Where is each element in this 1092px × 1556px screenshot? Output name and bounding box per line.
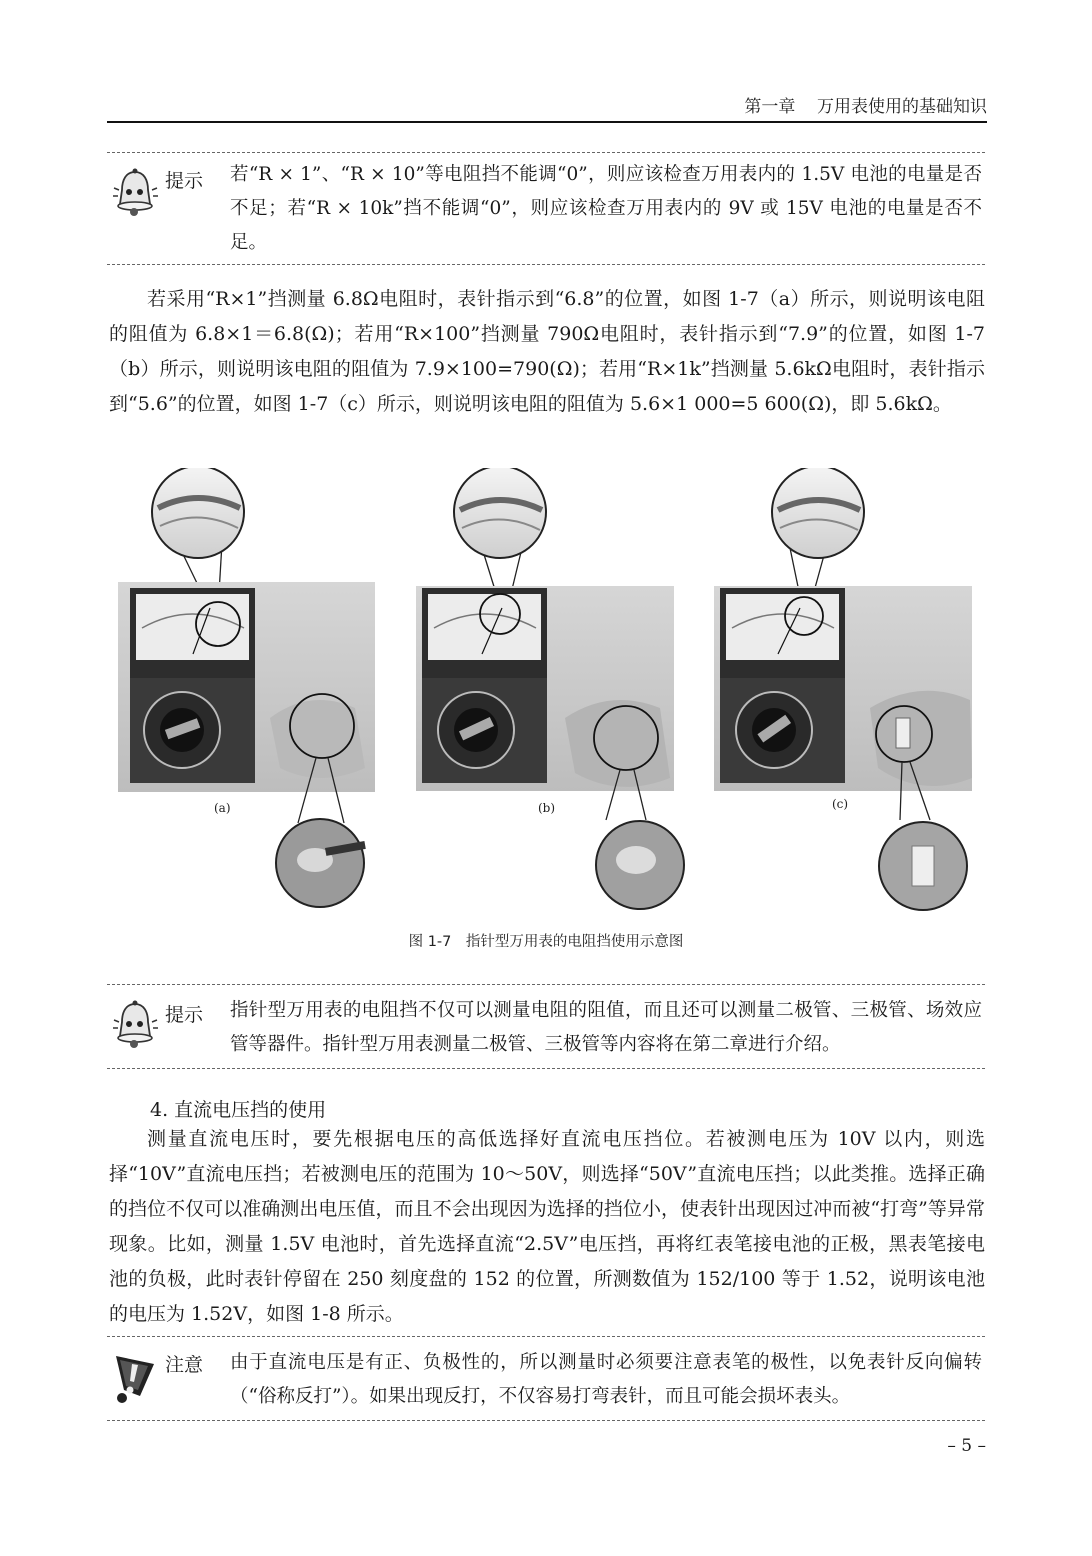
note-divider <box>107 152 985 153</box>
paragraph-text: 若采用“R×1”挡测量 6.8Ω电阻时，表针指示到“6.8”的位置，如图 1-7（a）所示，则说明该电阻的阻值为 6.8×1＝6.8(Ω)；若用“R×100”挡测量 790Ω电阻时，表针指示到“7.9”的位置，如图 1-7（b）所示，则说明该电阻的阻值为 7.9×100=790(Ω)；若用“R×1k”挡测量 5.6kΩ电阻时，表针指示到“5.6”的位置，如图 1-7（c）所示，则说明该电阻的阻值为 5.6×1 000=5 600(Ω)，即 5.6kΩ。 <box>109 288 985 415</box>
warning-icon <box>110 1350 160 1406</box>
note-divider <box>107 1420 985 1421</box>
multimeter-photos <box>110 468 990 923</box>
panel-label-a: (a) <box>214 801 231 815</box>
note-divider <box>107 1068 985 1069</box>
note-tag: 提示 <box>165 170 204 192</box>
paragraph-text: 测量直流电压时，要先根据电压的高低选择好直流电压挡位。若被测电压为 10V 以内，则选择“10V”直流电压挡；若被测电压的范围为 10～50V，则选择“50V”直流电压挡；以此类推。选择正确的挡位不仅可以准确测出电压值，而且不会出现因为选择的挡位小，使表针出现因过冲而被“打弯”等异常现象。比如，测量 1.5V 电池时，首先选择直流“2.5V”电压挡，再将红表笔接电池的正极，黑表笔接电池的负极，此时表针停留在 250 刻度盘的 152 的位置，所测数值为 152/100 等于 1.52，说明该电池的电压为 1.52V，如图 1-8 所示。 <box>109 1128 985 1325</box>
chapter-number: 第一章 <box>744 97 796 117</box>
body-paragraph <box>109 282 985 422</box>
meter-photo-a <box>118 468 375 907</box>
bell-icon <box>110 998 160 1054</box>
bell-icon <box>110 166 160 222</box>
running-header <box>107 92 987 117</box>
header-rule <box>107 121 987 123</box>
note-divider <box>107 1336 985 1337</box>
figure-caption: 图 1-7 指针型万用表的电阻挡使用示意图 <box>408 934 684 950</box>
chapter-title: 万用表使用的基础知识 <box>817 97 987 117</box>
meter-photo-c <box>714 468 972 910</box>
figure-1-7 <box>110 468 990 923</box>
note-tag: 注意 <box>165 1354 204 1376</box>
body-paragraph <box>109 1122 985 1332</box>
note-divider <box>107 264 985 265</box>
note-divider <box>107 984 985 985</box>
note-tag: 提示 <box>165 1004 204 1026</box>
meter-photo-b <box>416 468 684 909</box>
section-heading: 4. 直流电压挡的使用 <box>150 1099 327 1121</box>
page-number: – 5 – <box>947 1436 986 1456</box>
note-text: 指针型万用表的电阻挡不仅可以测量电阻的阻值，而且还可以测量二极管、三极管、场效应管等器件。指针型万用表测量二极管、三极管等内容将在第二章进行介绍。 <box>230 1000 982 1055</box>
panel-label-b: (b) <box>538 801 556 815</box>
note-text: 若“R × 1”、“R × 10”等电阻挡不能调“0”，则应该检查万用表内的 1.5V 电池的电量是否不足；若“R × 10k”挡不能调“0”，则应该检查万用表内的 9V 或 15V 电池的电量是否不足。 <box>230 164 982 253</box>
panel-label-c: (c) <box>832 797 849 811</box>
note-text: 由于直流电压是有正、负极性的，所以测量时必须要注意表笔的极性，以免表针反向偏转（“俗称反打”）。如果出现反打，不仅容易打弯表针，而且可能会损坏表头。 <box>230 1352 982 1407</box>
